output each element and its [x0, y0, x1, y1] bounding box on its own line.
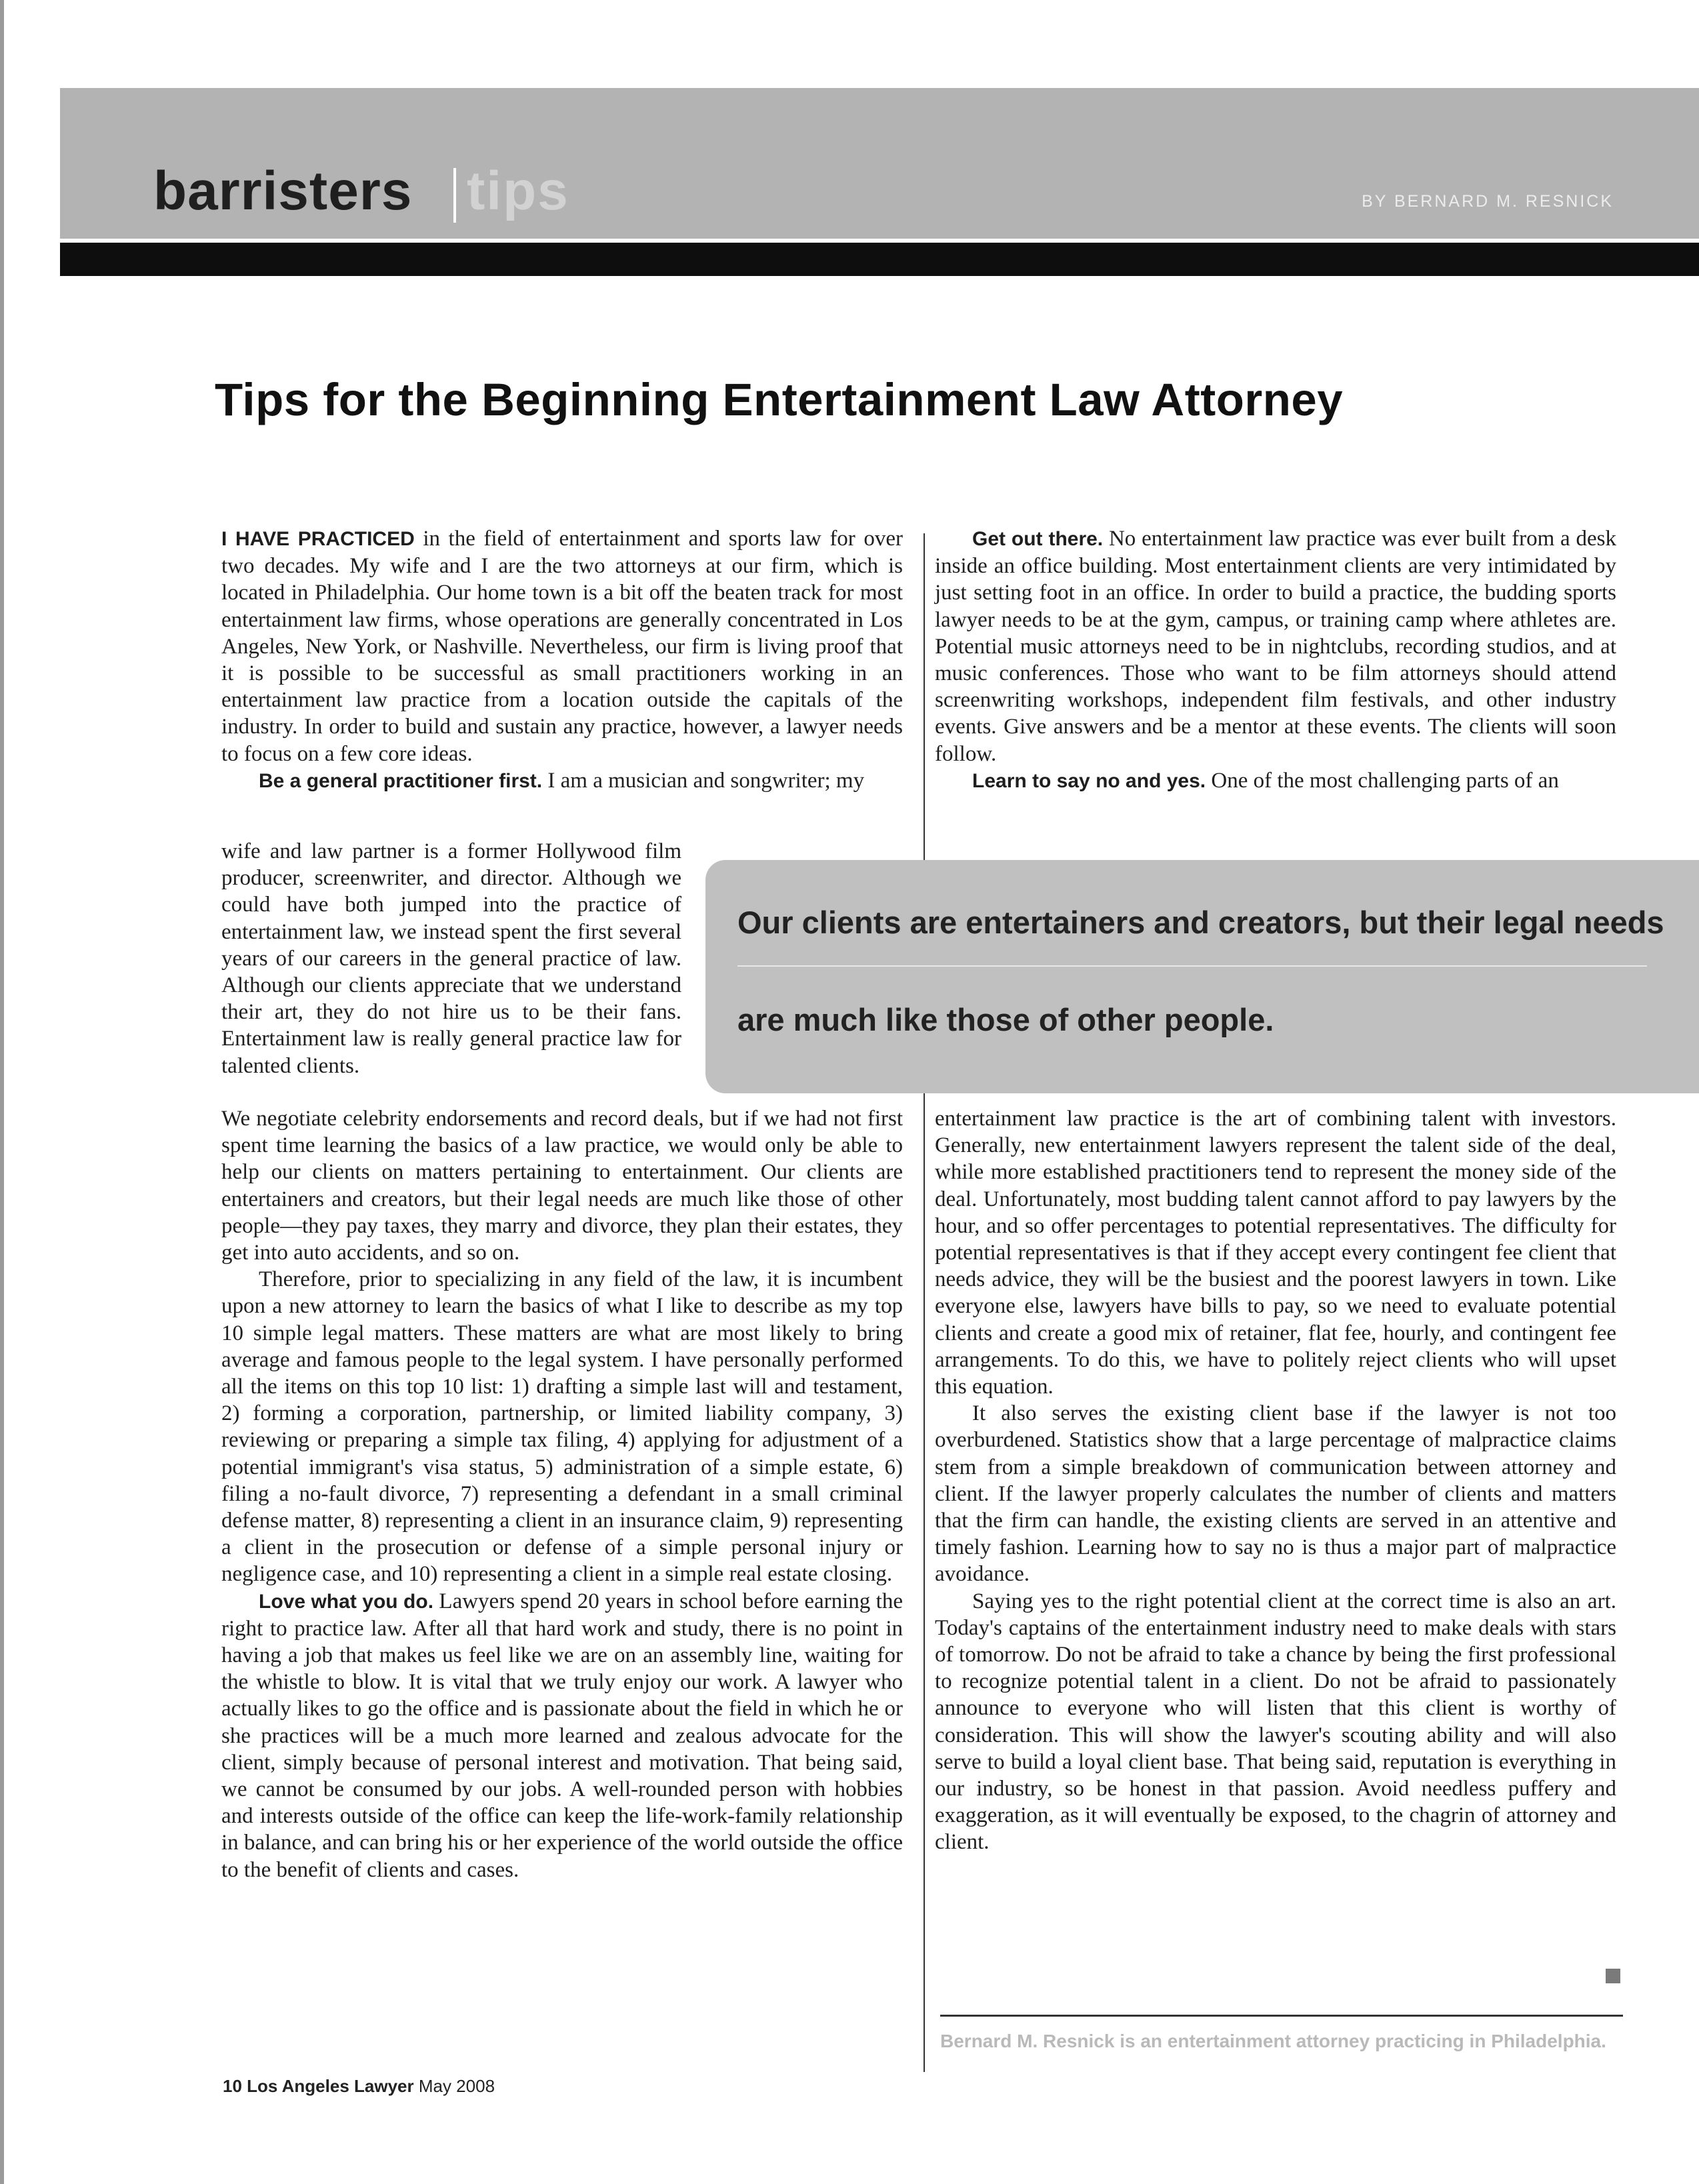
paragraph-intro	[221, 525, 903, 767]
section-subtitle: tips	[467, 161, 569, 221]
paragraph-say-no-and-yes	[935, 767, 1616, 795]
paragraph-text: in the field of entertainment and sports law for over two decades. My wife and I are the two attorneys at our firm, which is located in Philadelphia. Our home town is a bit off the beaten track for most entertainment law firms, whose operations are generally concentrated in Los Angeles, New York, or Nashville. Nevertheless, our firm is living proof that it is possible to be successful as small practitioners working in an entertainment law practice from a location outside the capitals of the industry. In order to build and sustain any practice, however, a lawyer needs to focus on a few core ideas.	[221, 527, 903, 766]
byline: BY BERNARD M. RESNICK	[1362, 192, 1614, 211]
paragraph-text: entertainment law practice is the art of combining talent with investors. Generally, new entertainment lawyers represent the talent side of the deal, while more established practitioners tend to represent the money side of the deal. Unfortunately, most budding talent cannot afford to pay lawyers by the hour, and so offer percentages to potential representatives. The difficulty for potential representatives is that if they accept every contingent fee client that needs advice, they will be the busiest and the poorest lawyers in town. Like everyone else, lawyers have bills to pay, so we need to evaluate potential clients and create a good mix of retainer, flat fee, hourly, and contingent fee arrangements. To do this, we have to politely reject clients who will upset this equation.	[935, 1107, 1616, 1399]
right-column-top	[935, 525, 1616, 795]
subhead-get-out-there: Get out there.	[972, 528, 1104, 550]
paragraph-love-what-you-do	[221, 1588, 903, 1883]
end-mark-icon	[1606, 1969, 1620, 1983]
left-column-wrap	[221, 838, 681, 1079]
paragraph-text: I am a musician and songwriter; my	[542, 768, 865, 793]
right-column-bottom	[935, 1105, 1616, 1856]
pull-quote-rule	[737, 965, 1647, 967]
pull-quote-line-1: Our clients are entertainers and creators, but their legal needs	[737, 905, 1664, 940]
column-rule	[924, 533, 925, 2072]
lead-in: I HAVE PRACTICED	[221, 528, 415, 550]
page-edge	[0, 0, 4, 2184]
pull-quote-box	[705, 860, 1699, 1093]
paragraph-text: One of the most challenging parts of an	[1206, 768, 1559, 793]
paragraph-text: We negotiate celebrity endorsements and record deals, but if we had not first spent time learning the basics of a law practice, we would only be able to help our clients on matters pertaining to entertainment. Our clients are entertainers and creators, but their legal needs are much like those of other people—they pay taxes, they marry and divorce, they plan their estates, they get into auto accidents, and so on.	[221, 1107, 903, 1265]
issue-date: May 2008	[418, 2076, 495, 2096]
subhead-general-practitioner: Be a general practitioner first.	[259, 769, 543, 792]
header-rule	[60, 243, 1699, 276]
pull-quote-line-2: are much like those of other people.	[737, 1002, 1274, 1037]
page-footer	[223, 2076, 495, 2097]
paragraph-text: Lawyers spend 20 years in school before earning the right to practice law. After all that hard work and study, there is no point in having a job that makes us feel like we are on an assembly line, waiting for the whistle to blow. It is vital that we truly enjoy our work. A lawyer who actually likes to go the office and is passionate about the field in which he or she practices will be a much more learned and zealous advocate for the client, simply because of personal interest and motivation. That being said, we cannot be consumed by our jobs. A well-rounded person with hobbies and interests outside of the office can keep the life-work-family relationship in balance, and can bring his or her experience of the world outside the office to the benefit of clients and cases.	[221, 1589, 903, 1882]
section-title: barristers	[153, 161, 413, 221]
paragraph-text: wife and law partner is a former Hollywood film producer, screenwriter, and director. Although we could have both jumped into the practice of entertainment law, we instead spent the first several years of our careers in the general practice of law. Although our clients appreciate that we understand their art, they do not hire us to be their fans. Entertainment law is really general practice law for talented clients.	[221, 839, 681, 1078]
bio-rule	[940, 2015, 1623, 2017]
subhead-say-no-and-yes: Learn to say no and yes.	[972, 769, 1206, 792]
paragraph-general-practitioner	[221, 767, 903, 795]
paragraph-text: No entertainment law practice was ever built from a desk inside an office building. Most entertainment clients are very intimidated by just setting foot in an office. In order to build a practice, the budding sports lawyer needs to be at the gym, campus, or training camp where athletes are. Potential music attorneys need to be in nightclubs, recording studios, and at music conferences. Those who want to be film attorneys should attend screenwriting workshops, independent film festivals, and other industry events. Give answers and be a mentor at these events. The clients will soon follow.	[935, 527, 1616, 766]
paragraph-saying-yes: Saying yes to the right potential client at the correct time is also an art. Today's captains of the entertainment industry need to make deals with stars of tomorrow. Do not be afraid to take a chance by being the first professional to recognize potential talent in a client. Do not be afraid to passionately announce to everyone who will listen that this client is worthy of consideration. This will show the lawyer's scouting ability and will also serve to build a loyal client base. That being said, reputation is everything in our industry, so be honest in that passion. Avoid needless puffery and exaggeration, as it will eventually be exposed, to the chagrin of attorney and client.	[935, 1589, 1616, 1855]
page-number: 10	[223, 2076, 242, 2096]
article-title: Tips for the Beginning Entertainment Law Attorney	[215, 374, 1344, 425]
author-bio: Bernard M. Resnick is an entertainment attorney practicing in Philadelphia.	[940, 2031, 1606, 2051]
magazine-name: Los Angeles Lawyer	[247, 2076, 414, 2096]
paragraph-overburdened: It also serves the existing client base if the lawyer is not too overburdened. Statistics show that a large percentage of malpractice claims stem from a simple breakdown of communication between attorney and client. If the lawyer properly calculates the number of clients and matters that the firm can handle, the existing clients are served in an attentive and timely fashion. Learning how to say no is thus a major part of malpractice avoidance.	[935, 1401, 1616, 1587]
left-column-bottom	[221, 1105, 903, 1883]
subhead-love-what-you-do: Love what you do.	[259, 1590, 434, 1613]
section-divider	[453, 168, 456, 223]
left-column-top	[221, 525, 903, 795]
paragraph-top-ten: Therefore, prior to specializing in any field of the law, it is incumbent upon a new attorney to learn the basics of what I like to describe as my top 10 simple legal matters. These matters are what are most likely to bring average and famous people to the legal system. I have personally performed all the items on this top 10 list: 1) drafting a simple last will and testament, 2) forming a corporation, partnership, or limited liability company, 3) reviewing or preparing a simple tax filing, 4) applying for adjustment of a potential immigrant's visa status, 5) administration of a simple estate, 6) filing a no-fault divorce, 7) representing a defendant in a small criminal defense matter, 8) representing a client in an insurance claim, 9) representing a client in the prosecution or defense of a simple personal injury or negligence case, and 10) representing a client in a simple real estate closing.	[221, 1267, 903, 1587]
paragraph-get-out-there	[935, 525, 1616, 767]
